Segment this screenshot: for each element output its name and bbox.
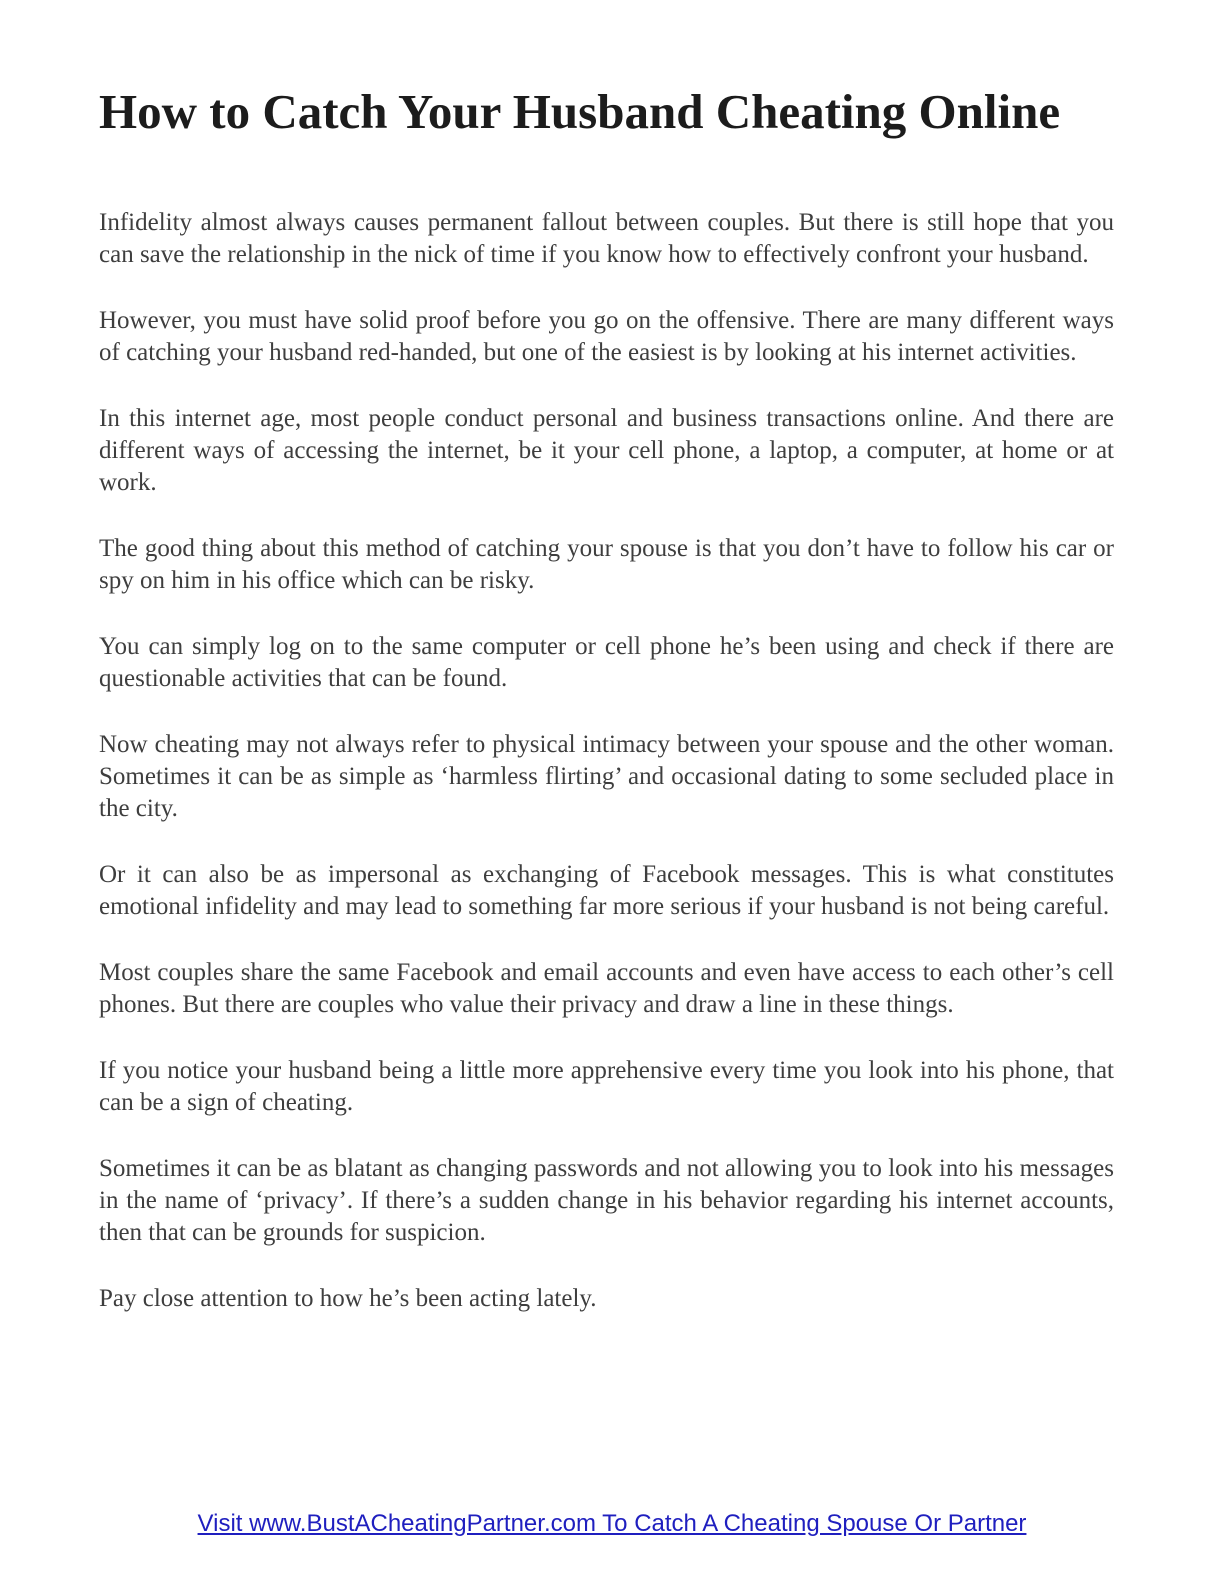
paragraph-10: Sometimes it can be as blatant as changing passwords and not allowing you to look into his messages in the name of ‘privacy’. If there’s a sudden change in his behavior regarding his internet accounts, then that can be grounds for suspicion. <box>99 1155 1114 1246</box>
paragraph-7: Or it can also be as impersonal as exchanging of Facebook messages. This is what constitutes emotional infidelity and may lead to something far more serious if your husband is not being careful. <box>99 861 1114 920</box>
article-body <box>99 207 1114 1349</box>
paragraph-3: In this internet age, most people conduct personal and business transactions online. And there are different ways of accessing the internet, be it your cell phone, a laptop, a computer, at home or at work. <box>99 405 1114 496</box>
page-title: How to Catch Your Husband Cheating Online <box>99 84 1061 139</box>
paragraph-4: The good thing about this method of catching your spouse is that you don’t have to follow his car or spy on him in his office which can be risky. <box>99 535 1114 594</box>
paragraph-9: If you notice your husband being a little more apprehensive every time you look into his phone, that can be a sign of cheating. <box>99 1057 1114 1116</box>
paragraph-5: You can simply log on to the same computer or cell phone he’s been using and check if there are questionable activities that can be found. <box>99 633 1114 692</box>
footer <box>0 1508 1224 1540</box>
paragraph-1: Infidelity almost always causes permanent fallout between couples. But there is still hope that you can save the relationship in the nick of time if you know how to effectively confront your husband. <box>99 209 1114 268</box>
paragraph-2: However, you must have solid proof before you go on the offensive. There are many different ways of catching your husband red-handed, but one of the easiest is by looking at his internet activities. <box>99 307 1114 366</box>
paragraph-6: Now cheating may not always refer to physical intimacy between your spouse and the other woman. Sometimes it can be as simple as ‘harmless flirting’ and occasional dating to some secluded place in the city. <box>99 731 1114 822</box>
footer-promo-link[interactable]: Visit www.BustACheatingPartner.com To Catch A Cheating Spouse Or Partner <box>197 1510 1027 1537</box>
paragraph-11: Pay close attention to how he’s been acting lately. <box>99 1285 597 1312</box>
paragraph-8: Most couples share the same Facebook and email accounts and even have access to each other’s cell phones. But there are couples who value their privacy and draw a line in these things. <box>99 959 1114 1018</box>
